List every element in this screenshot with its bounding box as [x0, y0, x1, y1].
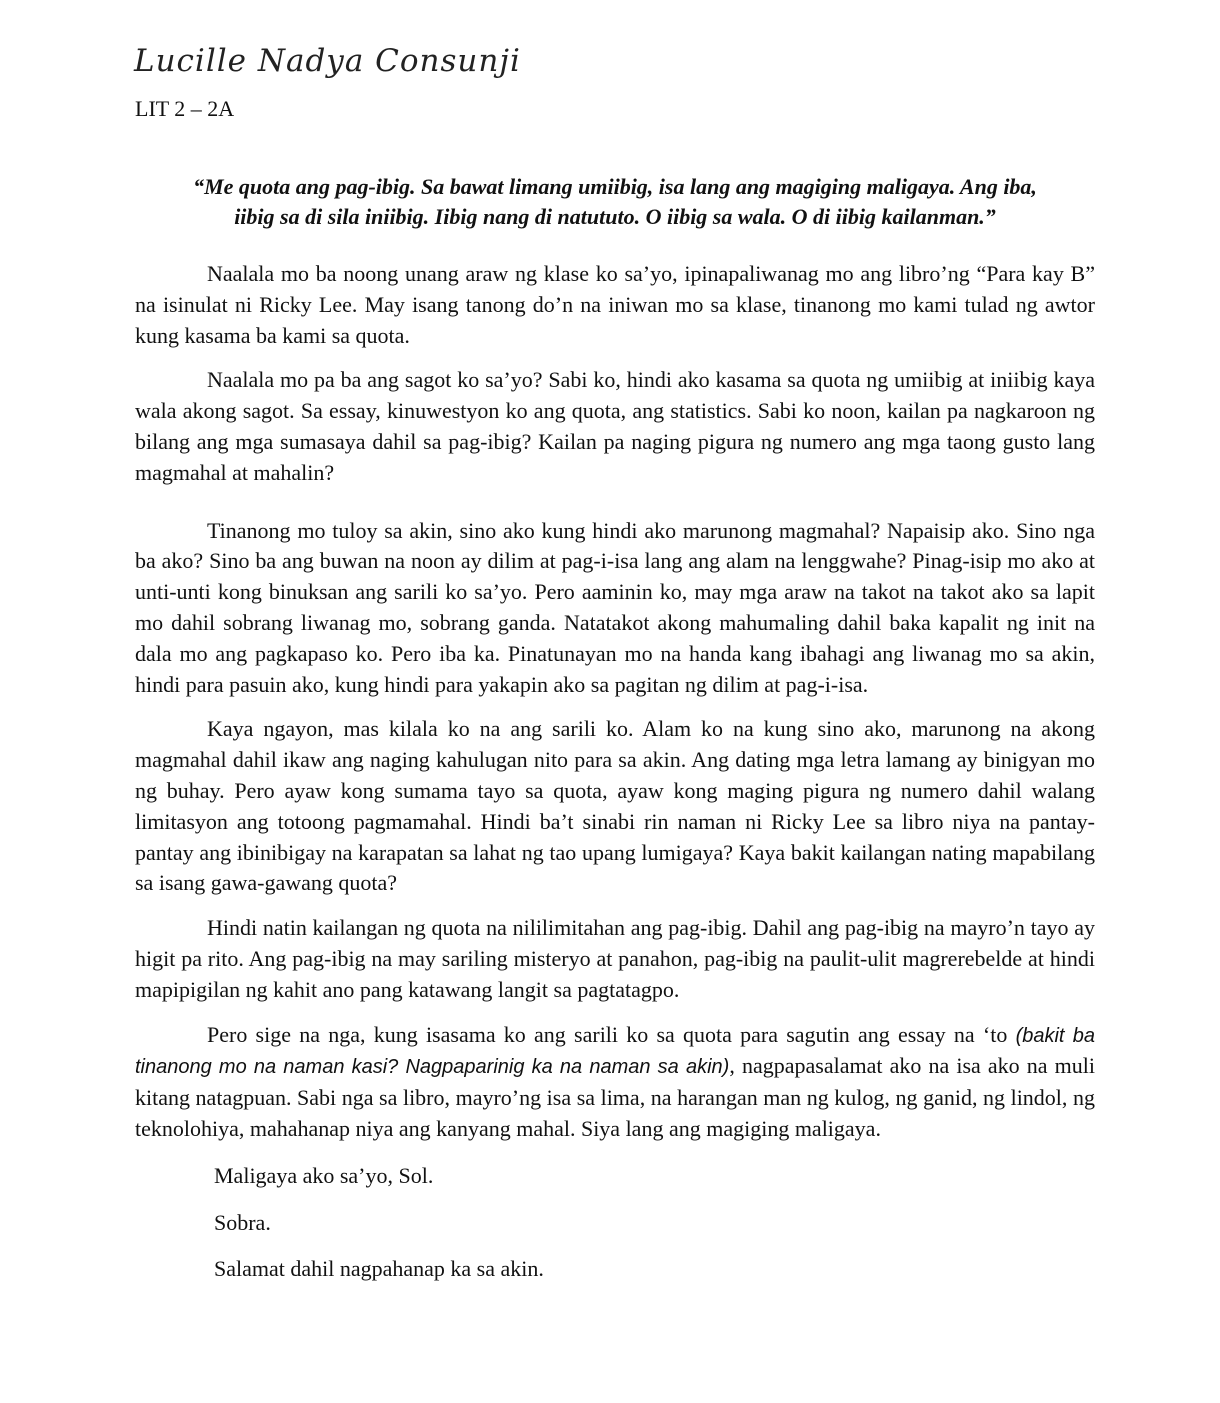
- course-code: LIT 2 – 2A: [135, 96, 235, 121]
- epigraph-quote: [130, 172, 1100, 232]
- closing-line-3: Salamat dahil nagpahanap ka sa akin.: [214, 1256, 544, 1282]
- closing-line-2: Sobra.: [214, 1209, 271, 1235]
- paragraph-6-start: Pero sige na nga, kung isasama ko ang sarili ko sa quota para sagutin ang essay na ‘to: [207, 1021, 1016, 1047]
- closing-line-1: Maligaya ako sa’yo, Sol.: [214, 1162, 434, 1188]
- author-signature: Lucille Nadya Consunji: [134, 43, 521, 79]
- paragraph-6-end: , nagpapasalamat ako na isa ako na muli kitang natagpuan. Sabi nga sa libro, mayro’ng isa sa lima, na harangan man ng kulog, ng ganid, ng lindol, ng teknolohiya, mahahanap niya ang kanyang mahal. Siya lang ang magiging maligaya.: [135, 1053, 1095, 1141]
- epigraph-line-1: “Me quota ang pag-ibig. Sa bawat limang umiibig, isa lang ang magiging maligaya. Ang iba,: [193, 174, 1037, 199]
- paragraph-5: Hindi natin kailangan ng quota na nililimitahan ang pag-ibig. Dahil ang pag-ibig na mayro’n tayo ay higit pa rito. Ang pag-ibig na may sariling misteryo at panahon, pag-ibig na paulit-ulit magrerebelde at hindi mapipigilan ng kahit ano pang katawang langit sa pagtatagpo.: [135, 915, 1095, 1002]
- paragraph-4: Kaya ngayon, mas kilala ko na ang sarili ko. Alam ko na kung sino ako, marunong na akong magmahal dahil ikaw ang naging kahulugan nito para sa akin. Ang dating mga letra lamang ay binigyan mo ng buhay. Pero ayaw kong sumama tayo sa quota, ayaw kong maging pigura ng numero dahil walang limitasyon ang totoong pagmamahal. Hindi ba’t sinabi rin naman ni Ricky Lee sa libro niya na pantay-pantay ang ibinibigay na karapatan sa lahat ng tao upang lumigaya? Kaya bakit kailangan nating mapabilang sa isang gawa-gawang quota?: [135, 716, 1095, 896]
- paragraph-6: [135, 1020, 1095, 1145]
- essay-body: [135, 259, 1095, 1285]
- epigraph-line-2: iibig sa di sila iniibig. Iibig nang di natututo. O iibig sa wala. O di iibig kailanman.”: [234, 204, 996, 229]
- paragraph-1: Naalala mo ba noong unang araw ng klase ko sa’yo, ipinapaliwanag mo ang libro’ng “Para kay B” na isinulat ni Ricky Lee. May isang tanong do’n na iniwan mo sa klase, tinanong mo kami tulad ng awtor kung kasama ba kami sa quota.: [135, 261, 1095, 348]
- paragraph-3: Tinanong mo tuloy sa akin, sino ako kung hindi ako marunong magmahal? Napaisip ako. Sino nga ba ako? Sino ba ang buwan na noon ay dilim at pag-i-isa lang ang alam na lenggwahe? Pinag-isip mo ako at unti-unti kong binuksan ang sarili ko sa’yo. Pero aaminin ko, may mga araw na takot na takot ako sa lapit mo dahil sobrang liwanag mo, sobrang ganda. Natatakot akong mahumaling dahil baka kapalit ng init na dala mo ang pagkapaso ko. Pero iba ka. Pinatunayan mo na handa kang ibahagi ang liwanag mo sa akin, hindi para pasuin ako, kung hindi para yakapin ako sa pagitan ng dilim at pag-i-isa.: [135, 517, 1095, 697]
- paragraph-2: Naalala mo pa ba ang sagot ko sa’yo? Sabi ko, hindi ako kasama sa quota ng umiibig at iniibig kaya wala akong sagot. Sa essay, kinuwestyon ko ang quota, ang statistics. Sabi ko noon, kailan pa nagkaroon ng bilang ang mga sumasaya dahil sa pag-ibig? Kailan pa naging pigura ng numero ang mga taong gusto lang magmahal at mahalin?: [135, 367, 1095, 485]
- paragraph-6-aside: (bakit ba tinanong mo na naman kasi? Nagpaparinig ka na naman sa akin): [135, 1024, 1096, 1079]
